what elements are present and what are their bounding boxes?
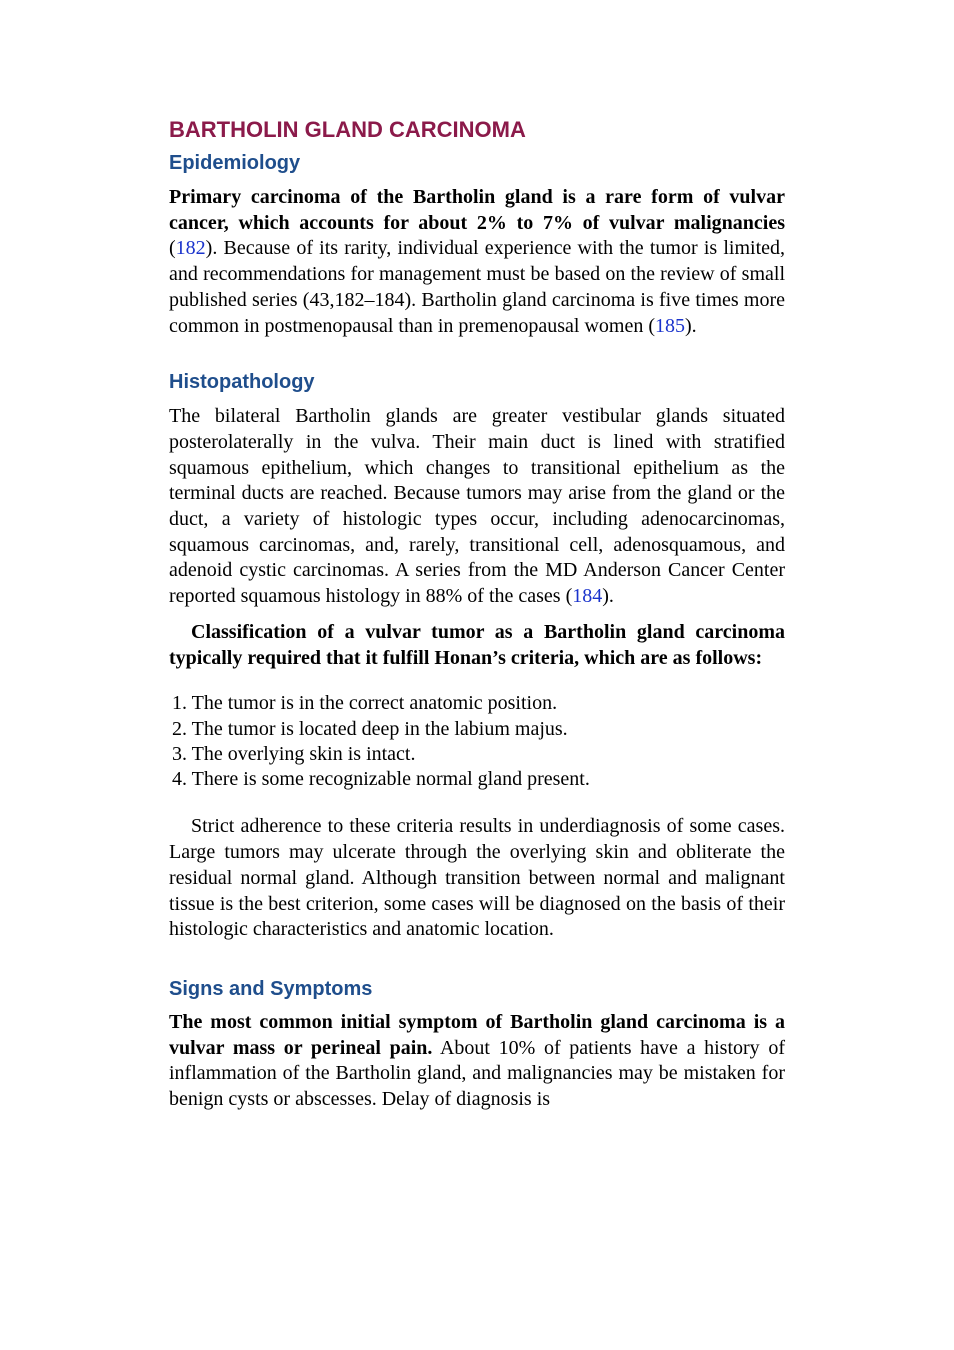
epidemiology-paragraph: Primary carcinoma of the Bartholin gland is a rare form of vulvar cancer, which accounts for about 2% to 7% of vulvar malignancies (182). Because of its rarity, individual experience with the tumor is limited, and recommendations for management must be based on the review of small published series (43,182–184). Bartholin gland carcinoma is five times more common in postmenopausal than in premenopausal women (185). (169, 186, 785, 337)
criteria-closing-paragraph: Strict adherence to these criteria results in underdiagnosis of some cases. Large tumors may ulcerate through the overlying skin and obliterate the residual normal gland. Although transition between normal and malignant tissue is the best criterion, some cases will be diagnosed on the basis of their histologic characteristics and anatomic location. (169, 815, 785, 941)
criteria-list (169, 691, 785, 792)
epidemiology-text: ). Because of its rarity, individual experience with the tumor is limited, and recommendations for management must be based on the review of small published series (43,182–184). Bartholin gland carcinoma is five times more common in postmenopausal than in premenopausal women ( (169, 237, 785, 337)
criteria-intro (169, 620, 785, 671)
epidemiology-text-end: ). (685, 314, 697, 337)
heading-signs-symptoms: Signs and Symptoms (169, 977, 373, 1000)
signs-bold-lead: The most common initial symptom of Bartholin gland carcinoma is a vulvar mass or perineal pain. (169, 1010, 785, 1059)
list-item: 1. The tumor is in the correct anatomic position. (172, 692, 558, 715)
signs-text: About 10% of patients have a history of inflammation of the Bartholin gland, and malignancies may be mistaken for benign cysts or abscesses. Delay of diagnosis is (169, 1036, 786, 1111)
heading-epidemiology: Epidemiology (169, 152, 301, 174)
reference-link[interactable]: 185 (655, 314, 686, 337)
histopathology-text: The bilateral Bartholin glands are greater vestibular glands situated posterolaterally in the vulva. Their main duct is lined with stratified squamous epithelium, which changes to transitional epithelium as the terminal ducts are reached. Because tumors may arise from the gland or the duct, a variety of histologic types occur, including adenocarcinomas, squamous carcinomas, and, rarely, transitional cell, adenosquamous, and adenoid cystic carcinomas. A series from the MD Anderson Cancer Center reported squamous histology in 88% of the cases ( (169, 405, 785, 608)
signs-paragraph (169, 1010, 785, 1113)
heading-histopathology: Histopathology (169, 371, 315, 394)
list-item: 2. The tumor is located deep in the labium majus. (172, 717, 568, 740)
reference-link[interactable]: 184 (572, 585, 603, 608)
epidemiology-bold-lead: Primary carcinoma of the Bartholin gland is a rare form of vulvar cancer, which accounts for about 2% to 7% of vulvar malignancies (169, 186, 785, 234)
reference-link[interactable]: 182 (175, 237, 206, 260)
list-item: 3. The overlying skin is intact. (172, 742, 416, 765)
histopathology-paragraph (169, 404, 785, 610)
histopathology-text-end: ). (602, 585, 614, 608)
list-item: 4. There is some recognizable normal gland present. (172, 768, 590, 791)
criteria-intro-bold: Classification of a vulvar tumor as a Bartholin gland carcinoma typically required that it fulfill Honan’s criteria, which are as follows: (169, 620, 785, 669)
chapter-title: BARTHOLIN GLAND CARCINOMA (169, 117, 526, 142)
document-page (169, 116, 785, 1113)
